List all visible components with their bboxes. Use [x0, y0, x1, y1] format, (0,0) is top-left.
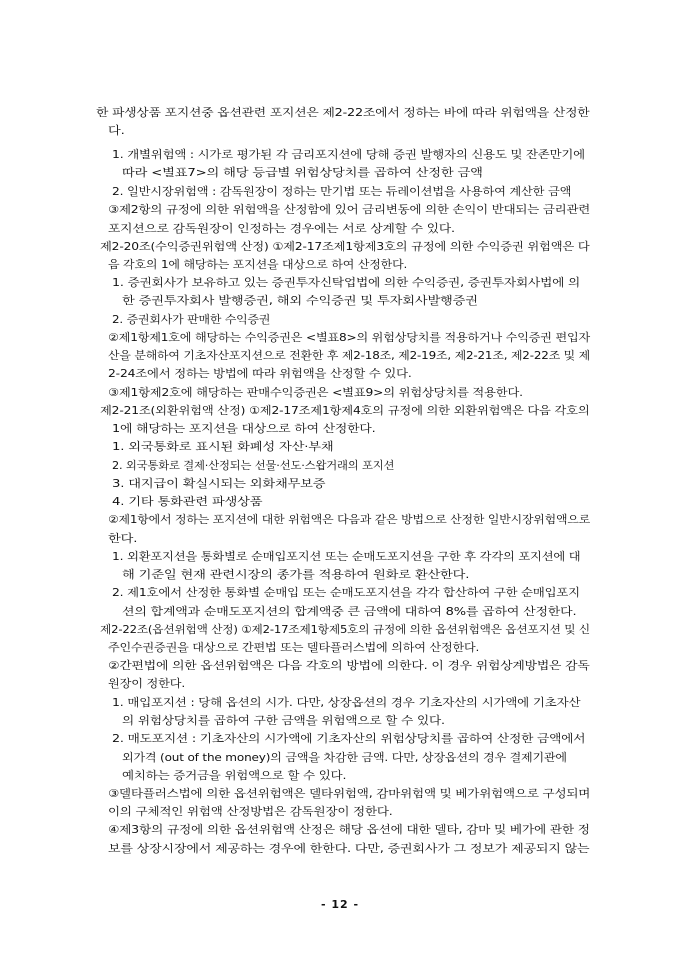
text-line: 1. 매입포지션 : 당해 옵션의 시가. 다만, 상장옵션의 경우 기초자산의 시가액에 기초자산: [112, 697, 581, 709]
text-line: ③델타플러스법에 의한 옵션위험액은 델타위험액, 감마위험액 및 베가위험액으로 구성되며: [108, 788, 591, 800]
text-line: ④제3항의 규정에 의한 옵션위험액 산정은 해당 옵션에 대한 델타, 감마 및 베가에 관한 정: [108, 824, 590, 836]
text-line: 제2-20조(수익증권위험액 산정) ①제2-17조제1항제3호의 규정에 의한 수익증권 위험액은 다: [100, 241, 590, 253]
text-line: 의 위험상당치를 곱하여 구한 금액을 위험액으로 할 수 있다.: [122, 715, 445, 727]
text-line: 3. 대지급이 확실시되는 외화채무보증: [112, 478, 326, 490]
text-line: 1. 개별위험액 : 시가로 평가된 각 금리포지션에 당해 증권 발행자의 신용도 및 잔존만기에: [112, 149, 585, 161]
text-line: 음 각호의 1에 해당하는 포지션을 대상으로 하여 산정한다.: [108, 259, 408, 271]
text-line: 한 증권투자회사 발행증권, 해외 수익증권 및 투자회사발행증권: [122, 295, 478, 307]
text-line: 제2-21조(외환위험액 산정) ①제2-17조제1항제4호의 규정에 의한 외환위험액은 다음 각호의: [100, 405, 590, 417]
text-line: 1. 외국통화로 표시된 화폐성 자산·부채: [112, 441, 334, 453]
page-number: - 12 -: [320, 898, 360, 911]
text-line: 원장이 정한다.: [108, 678, 186, 690]
text-line: 2. 일반시장위험액 : 감독원장이 정하는 만기법 또는 듀레이션법을 사용하여 계산한 금액: [112, 186, 572, 198]
text-line: 2. 외국통화로 결제·산정되는 선물·선도·스왑거래의 포지션: [112, 460, 395, 472]
text-line: 1. 증권회사가 보유하고 있는 증권투자신탁업법에 의한 수익증권, 증권투자회사법에 의: [112, 277, 581, 289]
text-line: 2-24조에서 정하는 방법에 따라 위험액을 산정할 수 있다.: [108, 368, 412, 380]
text-line: 포지션으로 감독원장이 인정하는 경우에는 서로 상계할 수 있다.: [108, 223, 455, 235]
text-line: 한다.: [108, 533, 138, 545]
text-line: 해 기준일 현재 관련시장의 종가를 적용하여 원화로 환산한다.: [122, 569, 470, 581]
text-line: 1. 외환포지션을 통화별로 순매입포지션 또는 순매도포지션을 구한 후 각각의 포지션에 대: [112, 551, 581, 563]
text-line: 외가격 (out of the money)의 금액을 차감한 금액. 다만, 상장옵션의 경우 결제기관에: [122, 752, 567, 764]
text-line: 따라 <별표7>의 해당 등급별 위험상당치를 곱하여 산정한 금액: [122, 167, 483, 179]
text-line: ②제1항제1호에 해당하는 수익증권은 <별표8>의 위험상당치를 적용하거나 수익증권 편입자: [108, 332, 591, 344]
text-line: 이의 구체적인 위험액 산정방법은 감독원장이 정한다.: [108, 806, 393, 818]
text-line: 제2-22조(옵션위험액 산정) ①제2-17조제1항제5호의 규정에 의한 옵션위험액은 옵션포지션 및 신: [100, 624, 590, 636]
text-line: 주인수권증권을 대상으로 간편법 또는 델타플러스법에 의하여 산정한다.: [108, 642, 480, 654]
text-line: 보를 상장시장에서 제공하는 경우에 한한다. 다만, 증권회사가 그 정보가 제공되지 않는: [108, 843, 590, 855]
text-line: ②제1항에서 정하는 포지션에 대한 위험액은 다음과 같은 방법으로 산정한 일반시장위험액으로: [108, 514, 591, 526]
text-line: 2. 제1호에서 산정한 통화별 순매입 또는 순매도포지션을 각각 합산하여 구한 순매입포지: [112, 587, 580, 599]
text-line: ③제2항의 규정에 의한 위험액을 산정함에 있어 금리변동에 의한 손익이 반대되는 금리관련: [108, 204, 591, 216]
text-line: ③제1항제2호에 해당하는 판매수익증권은 <별표9>의 위험상당치를 적용한다.: [108, 387, 523, 399]
text-line: 예치하는 증거금을 위험액으로 할 수 있다.: [122, 770, 347, 782]
text-line: 산을 분해하여 기초자산포지션으로 전환한 후 제2-18조, 제2-19조, 제2-21조, 제2-22조 및 제: [108, 350, 591, 362]
text-line: 션의 합계액과 순매도포지션의 합계액중 큰 금액에 대하여 8%를 곱하여 산정한다.: [122, 606, 577, 618]
text-line: ②간편법에 의한 옵션위험액은 다음 각호의 방법에 의한다. 이 경우 위험상계방법은 감독: [108, 660, 590, 672]
text-line: 다.: [108, 125, 125, 137]
text-line: 4. 기타 통화관련 파생상품: [112, 496, 263, 508]
text-line: 2. 매도포지션 : 기초자산의 시가액에 기초자산의 위험상당치를 곱하여 산정한 금액에서: [112, 733, 586, 745]
text-line: 2. 증권회사가 판매한 수익증권: [112, 314, 271, 326]
text-line: 1에 해당하는 포지션을 대상으로 하여 산정한다.: [112, 423, 376, 435]
text-line: 한 파생상품 포지션중 옵션관련 포지션은 제2-22조에서 정하는 바에 따라 위험액을 산정한: [96, 107, 590, 119]
